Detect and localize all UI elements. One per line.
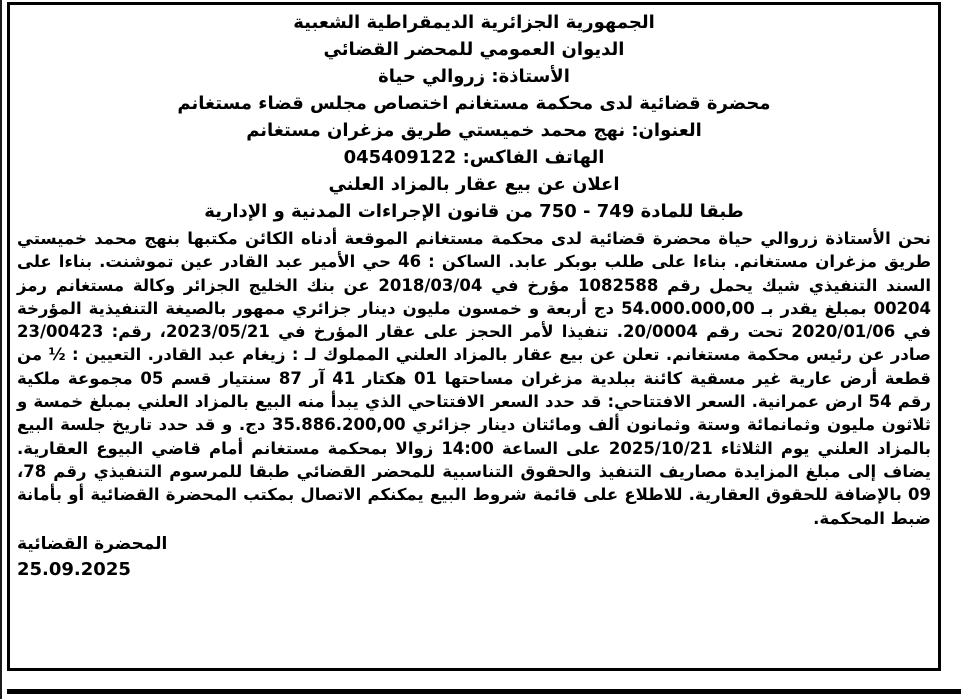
header-line-bailiff-office: الديوان العمومي للمحضر القضائي bbox=[323, 39, 625, 60]
header-line-bailiff-title: محضرة قضائية لدى محكمة مستغانم اختصاص مجلس قضاء مستغانم bbox=[177, 93, 771, 114]
signature-title: المحضرة القضائية bbox=[17, 533, 168, 554]
header-line-bailiff-name: الأستاذة: زروالي حياة bbox=[378, 66, 570, 87]
header-line-address: العنوان: نهج محمد خميستي طريق مزغران مستغانم bbox=[246, 120, 702, 141]
notice-body-text: نحن الأستاذة زروالي حياة محضرة قضائية لدى محكمة مستغانم الموقعة أدناه الكائن مكتبها بنهج محمد خميستي طريق مزغران مستغانم. بناءا على طلب بوبكر عابد. الساكن : 46 حي الأمير عبد القادر عين تموشنت. بناءا على السند التنفيذي شيك يحمل رقم 1082588 مؤرخ في 2018/03/04 عن بنك الخليج الجزائر وكالة مستغانم رمز 00204 بمبلغ يقدر بـ 54.000.000,00 دج أربعة و خمسون مليون دينار جزائري ممهور بالصيغة التنفيذية المؤرخة في 2020/01/06 تحت رقم 20/0004. تنفيذا لأمر الحجز على عقار المؤرخ في 2023/05/21، رقم: 23/00423 صادر عن رئيس محكمة مستغانم. تعلن عن بيع عقار بالمزاد العلني المملوك لـ : زيغام عبد القادر. التعيين : ½ من قطعة أرض عارية غير مسقية كائنة ببلدية مزغران مساحتها 01 هكتار 41 آر 87 سنتيار قسم 05 مجموعة ملكية رقم 54 ارض عمرانية. السعر الافتتاحي: قد حدد السعر الافتتاحي الذي يبدأ منه البيع بالمزاد العلني بمبلغ خمسة و ثلاثون مليون وثمانمائة وستة وثمانون ألف ومائتان دينار جزائري 35.886.200,00 دج. و قد حدد تاريخ جلسة البيع بالمزاد العلني يوم الثلاثاء 2025/10/21 على الساعة 14:00 زوالا بمحكمة مستغانم أمام قاضي البيوع العقارية. يضاف إلى مبلغ المزايدة مصاريف التنفيذ والحقوق التناسبية للمحضر القضائي طبقا للمرسوم التنفيذي رقم 78، 09 بالإضافة للحقوق العقارية. للاطلاع على قائمة شروط البيع يمكنكم الاتصال بمكتب المحضرة القضائية أو بأمانة ضبط المحكمة. bbox=[17, 229, 931, 528]
signature-date: 25.09.2025 bbox=[17, 558, 131, 580]
notice-header bbox=[17, 9, 931, 225]
auction-notice-box bbox=[7, 2, 941, 671]
signature-block bbox=[17, 532, 931, 583]
scan-left-edge-line bbox=[0, 0, 2, 699]
header-line-announcement-title: اعلان عن بيع عقار بالمزاد العلني bbox=[328, 174, 620, 195]
next-notice-top-border bbox=[7, 689, 961, 694]
header-line-phone-fax: الهاتف الفاكس: 045409122 bbox=[343, 147, 605, 168]
header-line-legal-basis: طبقا للمادة 749 - 750 من قانون الإجراءات المدنية و الإدارية bbox=[204, 201, 744, 222]
header-line-republic: الجمهورية الجزائرية الديمقراطية الشعبية bbox=[293, 12, 655, 33]
